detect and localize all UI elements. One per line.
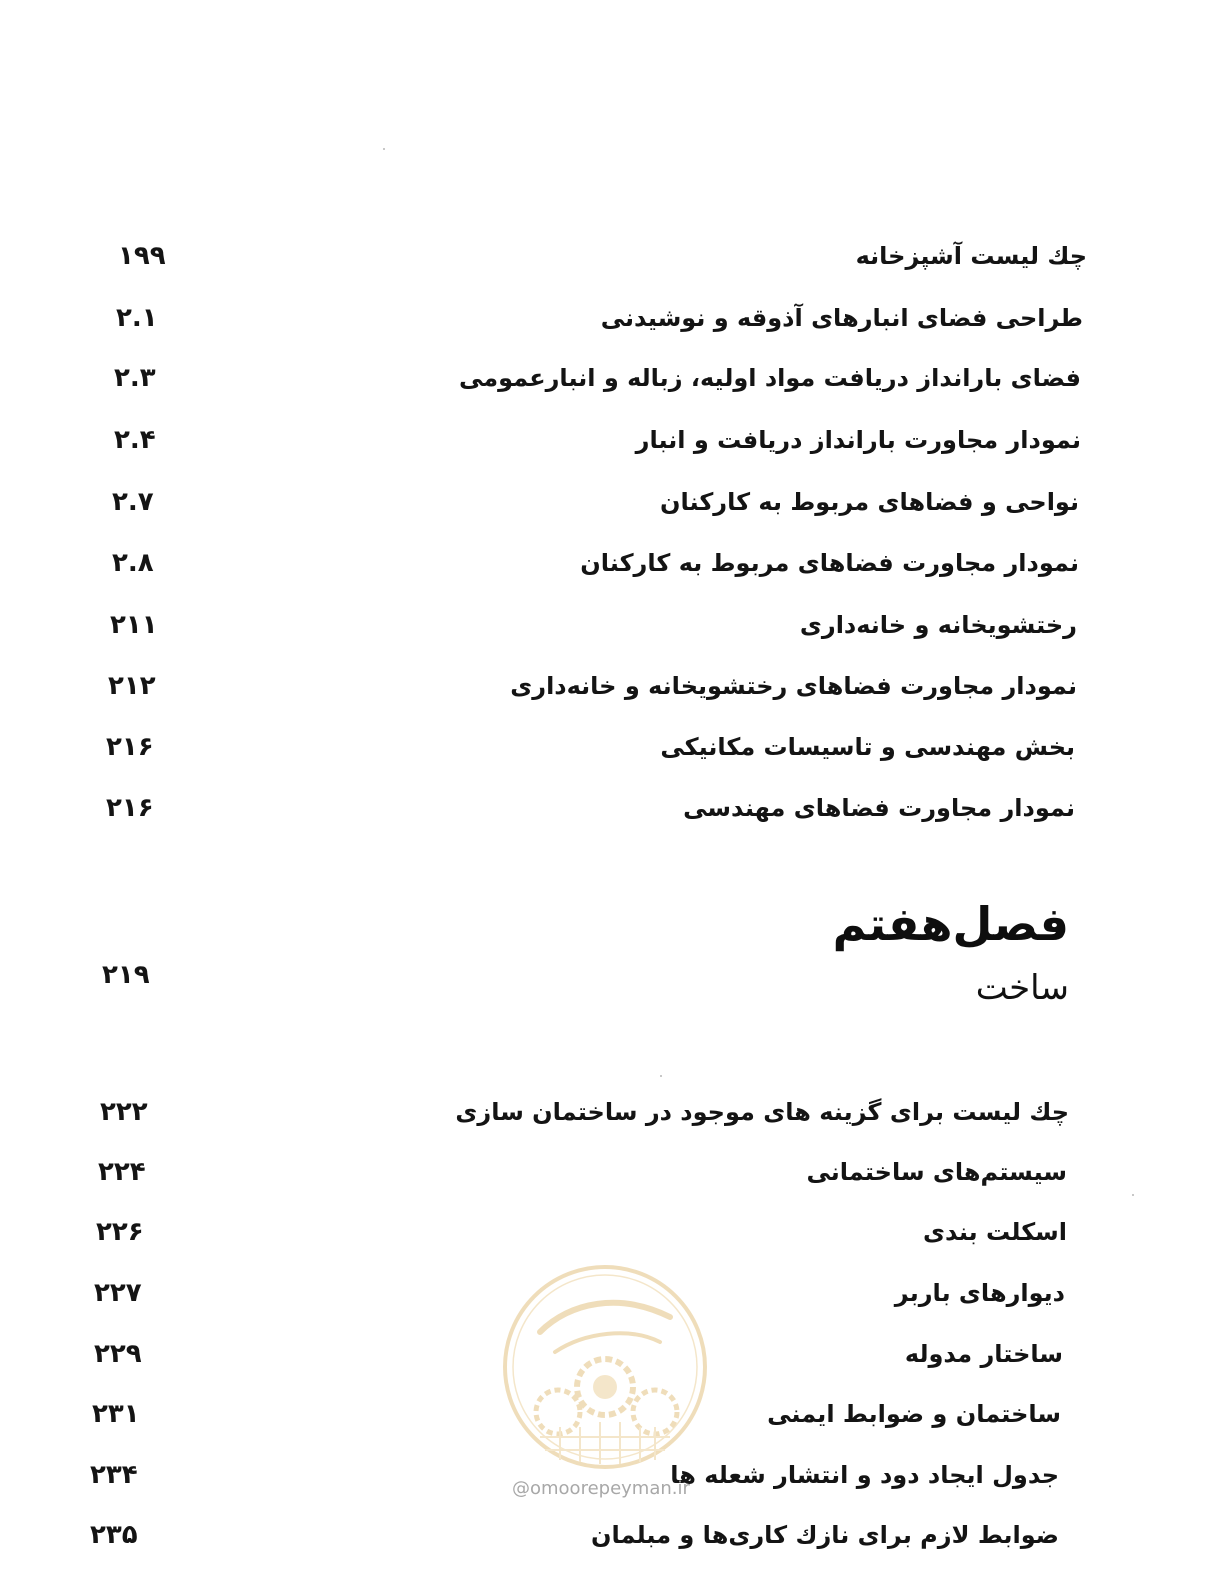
entry-title: فضای بارانداز دریافت مواد اولیه، زباله و انبارعمومی <box>458 364 1081 392</box>
toc-entry <box>0 358 1229 398</box>
scan-speck <box>1132 1194 1134 1196</box>
toc-entry <box>0 727 1229 767</box>
entry-page-number: ۲۱۱ <box>110 610 158 640</box>
toc-entry <box>0 666 1229 706</box>
entry-title: جدول ایجاد دود و انتشار شعله ها <box>670 1461 1059 1489</box>
watermark-logo-icon <box>500 1262 710 1472</box>
toc-entry <box>0 605 1229 645</box>
toc-entry <box>0 1152 1229 1192</box>
entry-page-number: ۲.۴ <box>114 425 156 455</box>
entry-page-number: ۲۲۹ <box>94 1339 142 1369</box>
entry-title: سیستم‌های ساختمانی <box>806 1158 1067 1186</box>
entry-title: اسکلت‌ بندی <box>922 1218 1067 1246</box>
toc-entry <box>0 420 1229 460</box>
entry-page-number: ۲.۷ <box>112 487 154 517</box>
entry-page-number: ۲۱۶ <box>106 793 154 823</box>
entry-title: بخش مهندسی و تاسیسات مکانیکی <box>660 733 1075 761</box>
entry-title: نمودار مجاورت فضاهای مهندسی <box>683 794 1075 822</box>
chapter-heading: فصل‌هفتم <box>832 897 1069 951</box>
entry-title: چك ليست برای گزینه های موجود در ساختمان سازی <box>455 1098 1069 1126</box>
entry-title: نواحی و فضاهای مربوط به کارکنان <box>660 488 1079 516</box>
entry-title: ضوابط لازم برای نازك کاری‌ها و مبلمان <box>591 1521 1059 1549</box>
entry-page-number: ۲۱۲ <box>108 671 156 701</box>
entry-title: چك ليست آشپزخانه <box>855 242 1087 270</box>
entry-page-number: ۲۳۱ <box>92 1399 140 1429</box>
entry-title: نمودار مجاورت بارانداز دریافت و انبار <box>635 426 1081 454</box>
entry-page-number: ۲۲۶ <box>96 1217 144 1247</box>
entry-page-number: ۲۳۴ <box>90 1460 138 1490</box>
entry-page-number: ۲.۸ <box>112 548 154 578</box>
entry-page-number: ۲.۱ <box>116 303 158 333</box>
toc-entry <box>0 1092 1229 1132</box>
scan-speck <box>383 148 385 150</box>
entry-title: طراحی فضای انبارهای آذوقه و نوشیدنی <box>600 304 1083 332</box>
chapter-subtitle: ساخت <box>975 968 1069 1008</box>
scan-speck <box>660 1075 662 1077</box>
toc-entry <box>0 482 1229 522</box>
entry-page-number: ۲۳۵ <box>90 1520 138 1550</box>
entry-title: ساختار مدوله <box>904 1340 1063 1368</box>
entry-page-number: ۲۲۴ <box>98 1157 146 1187</box>
entry-title: ساختمان و ضوابط ایمنی <box>767 1400 1061 1428</box>
watermark-url: @omoorepeyman.ir <box>512 1478 690 1499</box>
entry-page-number: ۲۱۶ <box>106 732 154 762</box>
entry-title: دیوارهای باربر <box>894 1279 1065 1307</box>
toc-entry <box>0 1212 1229 1252</box>
toc-entry <box>0 1515 1229 1555</box>
toc-entry <box>0 236 1229 276</box>
toc-entry <box>0 788 1229 828</box>
entry-page-number: ۲.۳ <box>114 363 156 393</box>
entry-title: رختشویخانه و خانه‌داری <box>799 611 1077 639</box>
entry-title: نمودار مجاورت فضاهای رختشویخانه و خانه‌داری <box>510 672 1077 700</box>
entry-page-number: ۲۲۷ <box>94 1278 142 1308</box>
entry-page-number: ۲۲۲ <box>100 1097 148 1127</box>
entry-title: نمودار مجاورت فضاهای مربوط به کارکنان <box>580 549 1079 577</box>
chapter-page-number: ۲۱۹ <box>102 960 150 990</box>
toc-entry <box>0 543 1229 583</box>
toc-entry <box>0 298 1229 338</box>
entry-page-number: ۱۹۹ <box>118 241 166 271</box>
